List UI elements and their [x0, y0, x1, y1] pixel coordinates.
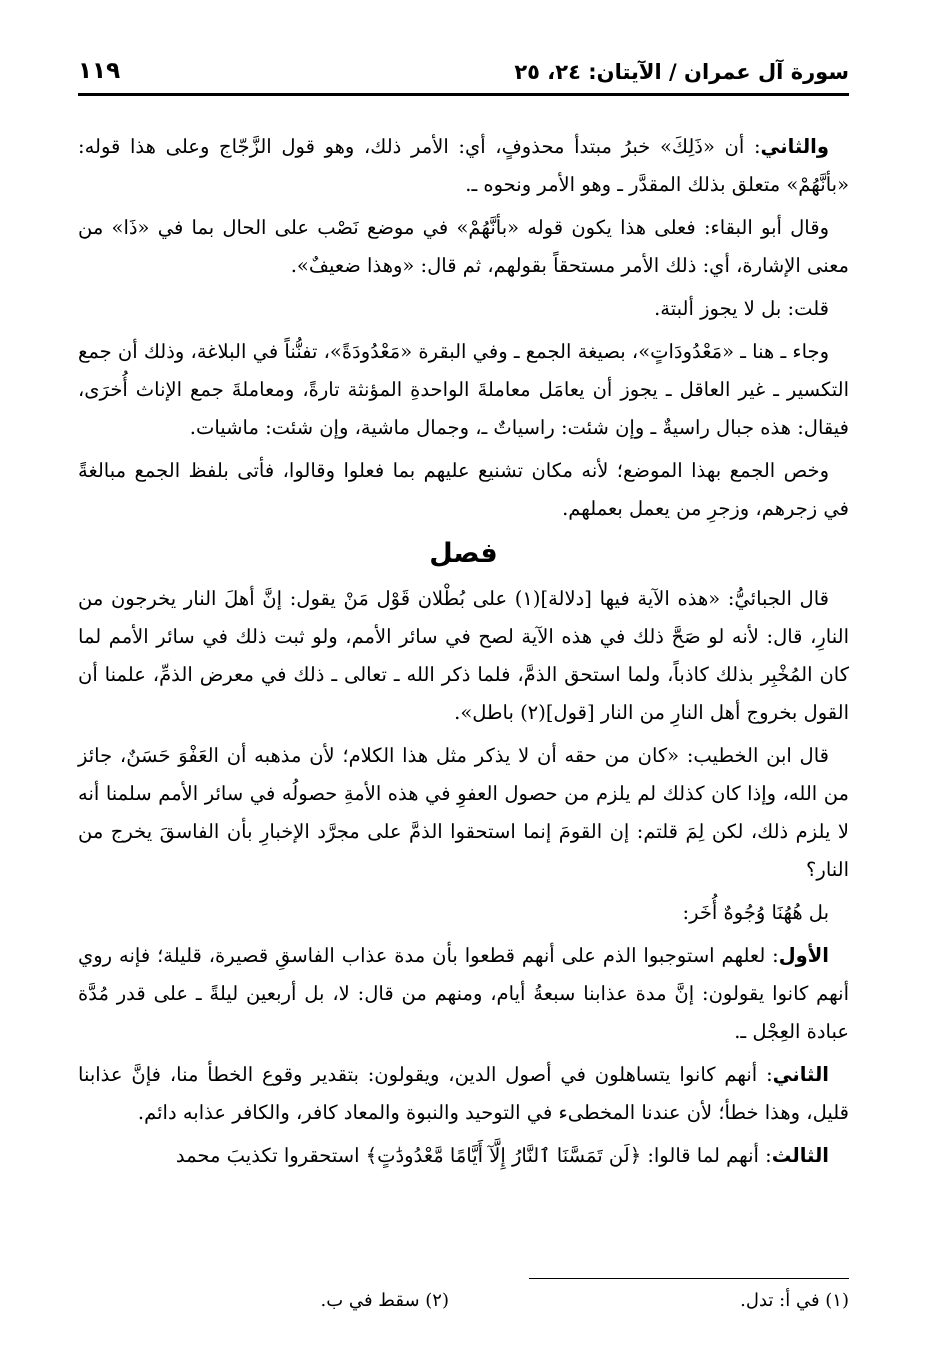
paragraph-1: والثاني: أن «ذَلِكَ» خبرُ مبتدأ محذوفٍ، أي: الأمر ذلك، وهو قول الزَّجّاج وعلى هذا قوله: «بأنَّهُمْ» متعلق بذلك المقدَّر ـ وهو الأمر ونحوه ـ. [78, 135, 849, 196]
paragraph-6: قال الجبائيُّ: «هذه الآية فيها [دلالة](١) على بُطْلان قَوْل مَنْ يقول: إنَّ أهلَ النار يخرجون من النارِ، قال: لأنه لو صَحَّ ذلك في هذه الآية لصح في سائر الأمم، ولو ثبت ذلك في سائر الأمم لما كان المُخْبِر بذلك كاذباً، ولما استحق الذمَّ، فلما ذكر الله ـ تعالى ـ ذلك في معرض الذمِّ، علمنا أن القول بخروج أهل النارِ من النار [قول](٢) باطل». [78, 587, 849, 724]
paragraph-2: وقال أبو البقاء: فعلى هذا يكون قوله «بأنَّهُمْ» في موضع نَصْب على الحال بما في «ذَا» من معنى الإشارة، أي: ذلك الأمر مستحقاً بقولهم، ثم قال: «وهذا ضعيفٌ». [78, 216, 849, 277]
surah-title: سورة آل عمران / الآيتان: ٢٤، ٢٥ [514, 60, 849, 84]
paragraph-lead: الأول [778, 944, 829, 967]
paragraph-lead: الثاني [772, 1063, 829, 1086]
paragraph-lead: الثالث [771, 1144, 829, 1167]
paragraph-8: بل هُهُنَا وُجُوهٌ أُخَر: [682, 901, 829, 924]
footnotes [78, 1290, 849, 1320]
paragraph-9: الأول: لعلهم استوجبوا الذم على أنهم قطعوا بأن مدة عذاب الفاسقِ قصيرة، قليلة؛ فإنه روي أنهم كانوا يقولون: إنَّ مدة عذابنا سبعةُ أيام، ومنهم من قال: لا، بل أربعين ليلةً ـ على قدر مُدَّة عبادة العِجْل ـ. [78, 944, 849, 1043]
page-header [78, 56, 849, 96]
footnote-rule [529, 1278, 849, 1279]
main-text [78, 128, 849, 1180]
paragraph-4: وجاء ـ هنا ـ «مَعْدُودَاتٍ»، بصيغة الجمع ـ وفي البقرة «مَعْدُودَةً»، تفنُّناً في البلاغة، وذلك أن جمع التكسير ـ غير العاقل ـ يجوز أن يعامَل معاملةَ الواحدةِ المؤنثة تارةً، ومعاملةَ جمع الإناث أُخرَى، فيقال: هذه جبال راسيةٌ ـ وإن شئت: راسياتٌ ـ، وجمال ماشية، وإن شئت: ماشيات. [78, 340, 849, 439]
paragraph-3: قلت: بل لا يجوز ألبتة. [654, 297, 829, 320]
header-rule [78, 93, 849, 96]
section-title: فصل [429, 538, 498, 569]
footnote-1: (١) في أ: تدل. [740, 1290, 849, 1311]
page-number: ١١٩ [78, 58, 121, 84]
paragraph-11: الثالث: أنهم لما قالوا: ﴿لَن تَمَسَّنَا ٱلنَّارُ إِلَّآ أَيَّامًا مَّعْدُودَٰتٍ﴾ استحقروا تكذيبَ محمد [175, 1144, 829, 1167]
paragraph-lead: والثاني [760, 135, 829, 158]
paragraph-10: الثاني: أنهم كانوا يتساهلون في أصول الدين، ويقولون: بتقدير وقوع الخطأ منا، فإنَّ عذابنا قليل، وهذا خطأ؛ لأن عندنا المخطىء في التوحيد والنبوة والمعاد كافر، والكافر عذابه دائم. [78, 1063, 849, 1124]
paragraph-7: قال ابن الخطيب: «كان من حقه أن لا يذكر مثل هذا الكلام؛ لأن مذهبه أن العَفْوَ حَسَنٌ، جائز من الله، وإذا كان كذلك لم يلزم من حصول العفوِ في هذه الأمةِ حصولُه في سائر الأمم سلمنا أنه لا يلزم ذلك، لكن لِمَ قلتم: إن القومَ إنما استحقوا الذمَّ على مجرَّد الإخبارِ بأن الفاسقَ يخرج من النار؟ [78, 744, 849, 881]
footnote-2: (٢) سقط في ب. [320, 1290, 449, 1311]
paragraph-5: وخص الجمع بهذا الموضع؛ لأنه مكان تشنيع عليهم بما فعلوا وقالوا، فأتى بلفظ الجمع مبالغةً في زجرهم، وزجرِ من يعمل بعملهم. [78, 459, 849, 520]
